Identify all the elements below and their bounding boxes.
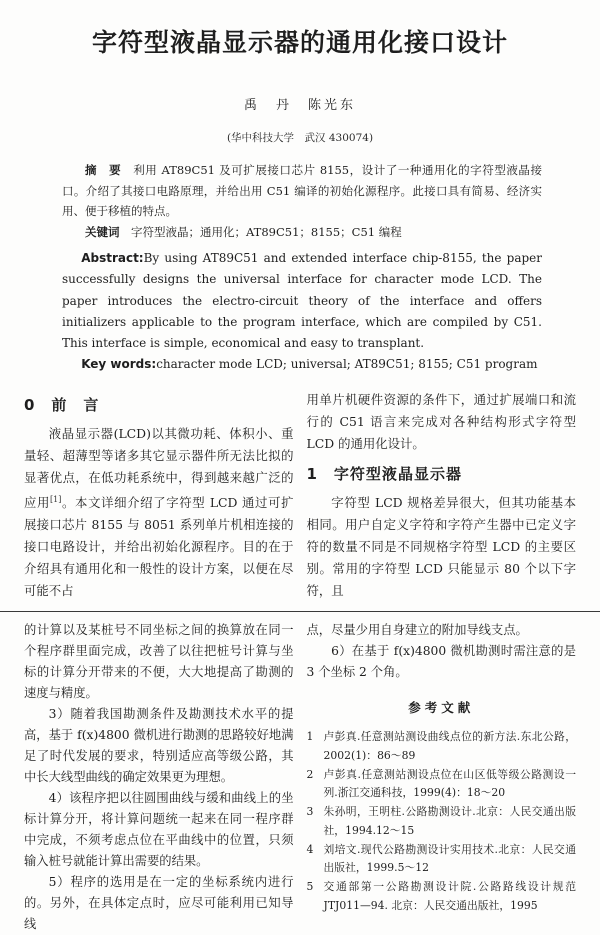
- keywords-cn-label: 关键词: [85, 224, 120, 239]
- intro-continuation-paragraph: 用单片机硬件资源的条件下，通过扩展端口和流行的 C51 语言来完成对各种结构形式字符型 LCD 的通用化设计。: [306, 391, 576, 451]
- ref-text: 卢彭真.任意测站测设点位在山区低等级公路测设一列.浙江交通科技，1999(4)：18～20: [323, 767, 576, 800]
- chinese-abstract-block: [62, 160, 542, 242]
- section-heading-0: 0 前 言: [24, 395, 100, 414]
- article-right-column: [307, 389, 577, 602]
- intro-text-a: 液晶显示器(LCD)以其微功耗、体积小、重量轻、超薄型等诸多其它显示器件所无法比拟的显著优点，在低功耗系统中，得到越来越广泛的应用: [24, 425, 294, 510]
- ref-number: 4: [306, 842, 314, 856]
- previous-article-left-column: [24, 620, 294, 935]
- ref-number: 3: [306, 805, 314, 819]
- keywords-en-label: Key words:: [81, 357, 157, 372]
- keywords-en-line: [62, 354, 542, 375]
- previous-article-columns: [0, 620, 600, 935]
- ref-number: 2: [306, 767, 314, 781]
- abstract-en-text: By using AT89C51 and extended interface chip-8155, the paper successfully designs the universal interface for character mode LCD. The paper introduces the electro-circuit theory of the interface and offers initializers applicable to the program interface, which are compiled by C51. This interface is simple, economical and easy to transplant.: [62, 251, 542, 351]
- ref-number: 1: [306, 729, 314, 743]
- reference-item: [307, 728, 577, 766]
- prev-item-3-paragraph: 3）随着我国勘测条件及勘测技术水平的提高，基于 f(x)4800 微机进行勘测的思路较好地满足了时代发展的要求，特别适应高等级公路，其中长大线型曲线的确定效果更为理想。: [24, 706, 294, 784]
- ref-text: 卢彭真.任意测站测设曲线点位的新方法.东北公路，2002(1)：86～89: [323, 729, 576, 762]
- reference-item: [307, 841, 577, 879]
- authors-line: 禹 丹 陈光东: [243, 98, 356, 113]
- reference-item: [307, 878, 577, 916]
- article-left-column: [24, 389, 294, 602]
- section1-paragraph: 字符型 LCD 规格差异很大，但其功能基本相同。用户自定义字符和字符产生器中已定义字符的数量不同是不同规格字符型 LCD 的主要区别。常用的字符型 LCD 只能显示 80 个以下字符，且: [306, 494, 576, 598]
- article-divider-rule: [0, 611, 600, 612]
- ref-number: 5: [306, 880, 314, 894]
- ref-text: 交通部第一公路勘测设计院.公路路线设计规范 JTJ011—94. 北京：人民交通出版社，1995: [323, 880, 576, 913]
- english-abstract-block: [62, 248, 542, 376]
- abstract-en-paragraph: [62, 248, 542, 354]
- section-heading-1: 1 字符型液晶显示器: [306, 464, 462, 483]
- references-heading: 参考文献: [408, 699, 475, 715]
- prev-item-4-paragraph: 4）该程序把以往圆围曲线与缓和曲线上的坐标计算分开，将计算问题统一起来在同一程序群中完成，不须考虑点位在平曲线中的位置，只须输入桩号就能计算出需要的结果。: [24, 790, 294, 868]
- page-title: 字符型液晶显示器的通用化接口设计: [91, 28, 508, 57]
- prev-item-5-paragraph: 5）程序的选用是在一定的坐标系统内进行的。另外，在具体定点时，应尽可能利用已知导线: [24, 874, 294, 931]
- citation-superscript: [1]: [50, 494, 62, 504]
- reference-item: [307, 803, 577, 841]
- keywords-cn-line: [62, 222, 542, 243]
- article-body-columns: [0, 389, 600, 602]
- intro-text-b: 。本文详细介绍了字符型 LCD 通过可扩展接口芯片 8155 与 8051 系列单片机相连接的接口电路设计，并给出初始化源程序。目的在于介绍具有通用化和一般性的设计方案，以便在尽可能不占: [24, 494, 294, 598]
- intro-paragraph: [24, 423, 294, 602]
- reference-item: [307, 766, 577, 804]
- affiliation-line: (华中科技大学 武汉 430074): [226, 132, 374, 144]
- prev-right-continuation-paragraph: 点，尽量少用自身建立的附加导线支点。: [306, 622, 528, 637]
- prev-continuation-paragraph: 的计算以及某桩号不同坐标之间的换算放在同一个程序群里面完成，改善了以往把桩号计算与坐标的计算分开带来的不便，大大地提高了勘测的速度与精度。: [24, 622, 294, 700]
- abstract-en-label: Abstract:: [81, 251, 144, 265]
- abstract-cn-text: 利用 AT89C51 及可扩展接口芯片 8155，设计了一种通用化的字符型液晶接口。介绍了其接口电路原理，并给出用 C51 编译的初始化源程序。此接口具有简易、经济实用、便于移植的特点。: [62, 163, 542, 218]
- prev-item-6-paragraph: 6）在基于 f(x)4800 微机勘测时需注意的是 3 个坐标 2 个角。: [306, 643, 576, 679]
- ref-text: 刘培文.现代公路勘测设计实用技术.北京：人民交通出版社，1999.5～12: [323, 842, 576, 875]
- abstract-cn-label: 摘 要: [85, 163, 122, 177]
- keywords-en-text: character mode LCD; universal; AT89C51; 8155; C51 program: [156, 357, 538, 372]
- abstract-cn-paragraph: [62, 160, 542, 222]
- keywords-cn-text: 字符型液晶；通用化；AT89C51；8155；C51 编程: [119, 224, 402, 239]
- ref-text: 朱孙明，王明柱.公路勘测设计.北京：人民交通出版社，1994.12～15: [323, 805, 576, 837]
- previous-article-right-column: [307, 620, 577, 935]
